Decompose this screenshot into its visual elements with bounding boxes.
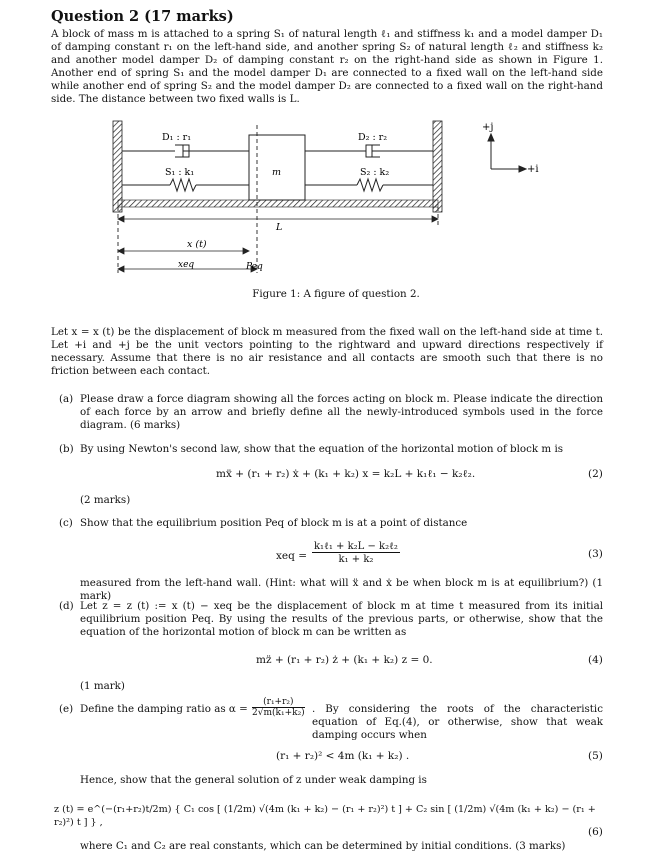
damper-d2 <box>305 145 433 157</box>
m-label: m <box>272 167 282 178</box>
equation-6-number: (6) <box>588 826 603 838</box>
equation-4: mz̈ + (r₁ + r₂) ż + (k₁ + k₂) z = 0. <box>256 654 433 666</box>
equation-5-number: (5) <box>588 750 603 762</box>
part-c-after: measured from the left-hand wall. (Hint: what will ẍ and ẋ be when block m is at equilibrium?) (1 mark) <box>80 577 603 603</box>
floor <box>118 200 438 207</box>
part-a-text: Please draw a force diagram showing all the forces acting on block m. Please indicate the direction of each force by an arrow and briefly define all the newly-introduced symbols used in the force diagram. (6 marks) <box>80 393 603 432</box>
i-label: +i <box>527 164 539 175</box>
part-d-label: (d) <box>59 600 74 612</box>
part-e-text2-a: . By considering the roots of the characteristic equation of Eq.(4), or otherwise, show that weak damping occurs when <box>312 703 603 742</box>
xeq-label: xeq <box>178 260 195 270</box>
question-title: Question 2 (17 marks) <box>51 8 234 25</box>
part-d-text: Let z = z (t) := x (t) − xeq be the displacement of block m at time t measured from its initial equilibrium position Peq. By using the results of the previous parts, or otherwise, show that the equation of the horizontal motion of block m can be written as <box>80 600 603 639</box>
equation-4-number: (4) <box>588 654 603 666</box>
j-label: +j <box>482 122 494 133</box>
part-a-label: (a) <box>59 393 74 405</box>
peq-label: Peq <box>246 262 263 272</box>
x-label: x (t) <box>187 239 207 250</box>
axes-icon <box>488 134 526 172</box>
part-c-label: (c) <box>59 517 73 529</box>
x-dimension <box>118 248 249 254</box>
equation-3-number: (3) <box>588 548 603 560</box>
d1-label: D₁ : r₁ <box>162 132 192 143</box>
L-label: L <box>276 222 283 233</box>
part-d-marks: (1 mark) <box>80 680 125 692</box>
right-wall <box>433 121 442 212</box>
intro-paragraph: A block of mass m is attached to a spring S₁ of natural length ℓ₁ and stiffness k₁ and a model damper D₁ of damping constant r₁ on the left-hand side, and another spring S₂ of natural length ℓ₂ and stiffness k₂ and another model damper D₂ of damping constant r₂ on the right-hand side as shown in Figure 1. Another end of spring S₁ and the model damper D₁ are connected to a fixed wall on the left-hand side while another end of spring S₂ and the model damper D₂ are connected to a fixed wall on the right-hand side. The distance between two fixed walls is L. <box>51 28 603 106</box>
part-b-marks: (2 marks) <box>80 494 131 506</box>
equation-2: mẍ + (r₁ + r₂) ẋ + (k₁ + k₂) x = k₂L + k₁ℓ₁ − k₂ℓ₂. <box>216 468 476 480</box>
setup-paragraph: Let x = x (t) be the displacement of block m measured from the fixed wall on the left-hand side at time t. Let +i and +j be the unit vectors pointing to the rightward and upward directions respectively if necessary. Assume that there is no air resistance and all contacts are smooth such that there is no friction between each contact. <box>51 326 603 378</box>
equation-2-number: (2) <box>588 468 603 480</box>
s2-label: S₂ : k₂ <box>360 167 390 178</box>
left-wall <box>113 121 122 212</box>
part-b-text: By using Newton's second law, show that the equation of the horizontal motion of block m is <box>80 443 564 455</box>
part-e-final: where C₁ and C₂ are real constants, which can be determined by initial conditions. (3 marks) <box>80 840 566 852</box>
part-e-text1: Define the damping ratio as α = <box>80 703 248 715</box>
spring-s1 <box>122 179 249 191</box>
equation-3-lhs: xeq = <box>276 550 307 562</box>
d2-label: D₂ : r₂ <box>358 132 388 143</box>
part-e-hence: Hence, show that the general solution of z under weak damping is <box>80 774 427 786</box>
damper-d1 <box>122 145 249 157</box>
equation-3-fraction: k₁ℓ₁ + k₂L − k₂ℓ₂ k₁ + k₂ <box>314 541 398 565</box>
figure-1 <box>0 115 672 310</box>
figure-caption: Figure 1: A figure of question 2. <box>252 288 420 300</box>
damping-ratio-fraction: (r₁+r₂) 2√m(k₁+k₂) <box>252 697 305 718</box>
part-e-label: (e) <box>59 703 74 715</box>
equation-6: z (t) = e^(−(r₁+r₂)t/2m) { C₁ cos [ (1/2m) √(4m (k₁ + k₂) − (r₁ + r₂)²) t ] + C₂ sin [ (1/2m) √(4m (k₁ + k₂) − (r₁ + r₂)²) t ] } , <box>54 804 596 828</box>
part-c-text: Show that the equilibrium position Peq of block m is at a point of distance <box>80 517 468 529</box>
part-b-label: (b) <box>59 443 74 455</box>
s1-label: S₁ : k₁ <box>165 167 195 178</box>
spring-s2 <box>305 179 433 191</box>
equation-5: (r₁ + r₂)² < 4m (k₁ + k₂) . <box>276 750 410 762</box>
